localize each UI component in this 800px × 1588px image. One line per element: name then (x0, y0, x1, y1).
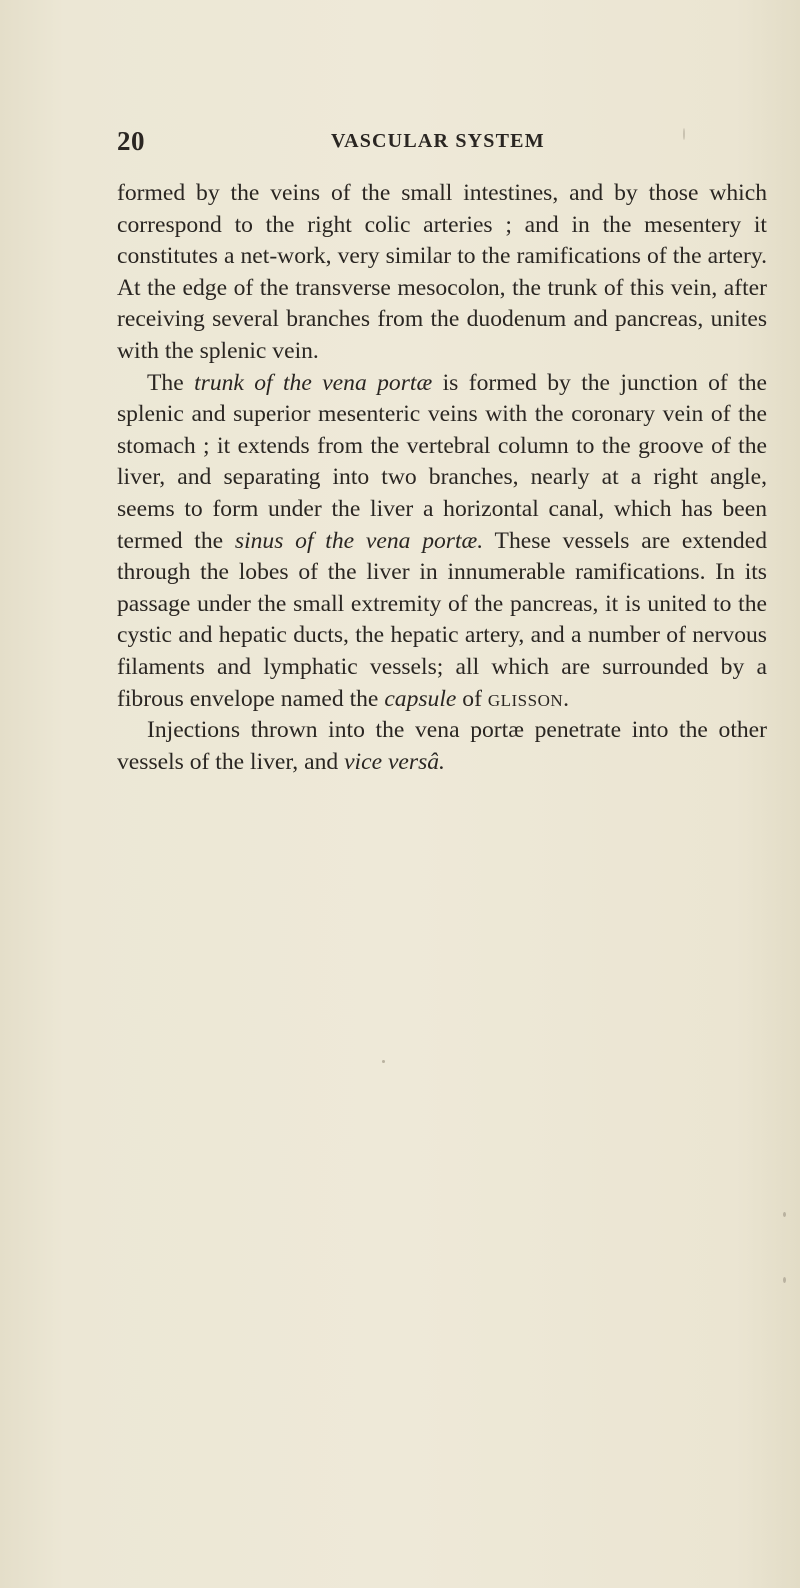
page-number: 20 (117, 126, 145, 156)
paper-speck (683, 128, 685, 140)
paragraph-2-text-2: is formed by the junction of the splenic and superior mesenteric veins with the coronary vein of the stomach ; it extends from the vertebral column to the groove of the liver, and separating into two branches, nearly at a right angle, seems to form under the liver a horizontal canal, which has been termed the (117, 369, 767, 554)
paragraph-3 (117, 715, 767, 778)
term-sinus-of-vena-portae: sinus of the vena portæ. (234, 527, 484, 554)
paragraph-2-text-4: of (456, 685, 488, 712)
term-trunk-of-vena-portae: trunk of the vena portæ (194, 369, 433, 396)
running-head: VASCULAR SYSTEM (331, 130, 545, 152)
page-header (117, 126, 717, 158)
term-vice-versa: vice versâ. (344, 748, 445, 775)
term-capsule: capsule (384, 685, 457, 712)
paper-speck (783, 1277, 786, 1283)
paper-speck (382, 1060, 385, 1063)
paragraph-3-text-1: Injections thrown into the vena portæ penetrate into the other vessels of the liver, and (117, 717, 767, 775)
paragraph-2-text-3: These vessels are extended through the lobes of the liver in innumerable ramifications. In its passage under the small extremity of the pancreas, it is united to the cystic and hepatic ducts, the hepatic artery, and a number of nervous filaments and lymphatic vessels; all which are surrounded by a fibrous envelope named the (117, 527, 767, 712)
paragraph-2 (117, 368, 767, 716)
paragraph-1: formed by the veins of the small intestines, and by those which correspond to the right colic arteries ; and in the mesentery it constitutes a net-work, very similar to the ramifications of the artery. At the edge of the transverse mesocolon, the trunk of this vein, after receiving several branches from the duodenum and pancreas, unites with the splenic vein. (117, 180, 767, 364)
paper-speck (783, 1212, 786, 1217)
name-glisson: glisson. (487, 685, 570, 712)
paragraph-2-text-1: The (147, 369, 195, 396)
body-text (117, 178, 767, 778)
